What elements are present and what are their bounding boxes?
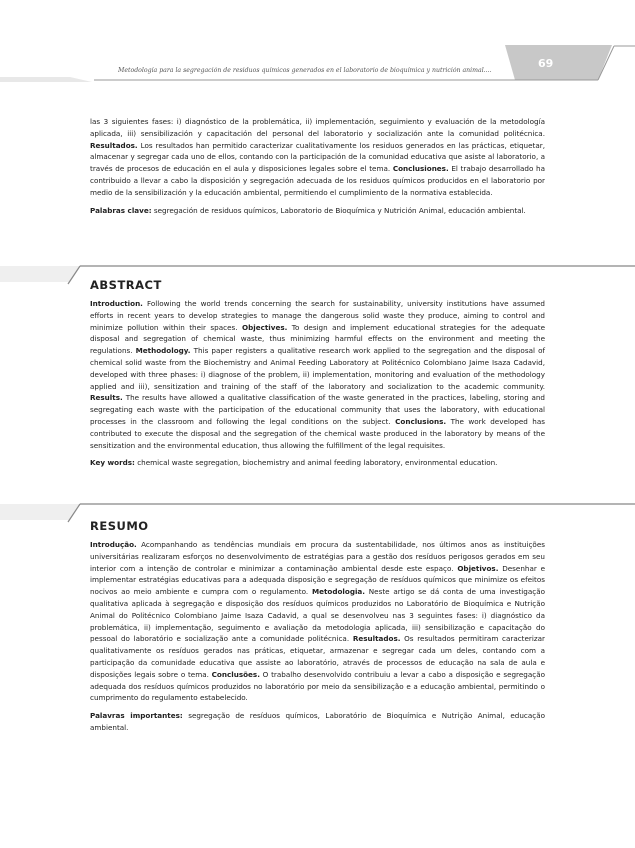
resumo-keywords: Palavras importantes: segregação de resíduos químicos, Laboratório de Bioquímica e Nutrição Animal, educação ambiental. bbox=[90, 711, 545, 732]
abstract-title: ABSTRACT bbox=[90, 278, 162, 292]
page-header-decoration bbox=[0, 0, 635, 110]
spanish-abstract-body bbox=[90, 116, 545, 216]
resumo-title: RESUMO bbox=[90, 519, 149, 533]
abstract-body bbox=[90, 298, 545, 469]
results-label: Resultados. bbox=[90, 140, 138, 150]
spanish-keywords: Palabras clave: segregación de residuos químicos, Laboratorio de Bioquímica y Nutrición Animal, educación ambiental. bbox=[90, 205, 526, 215]
resumo-paragraph: Introdução. Acompanhando as tendências mundiais em procura da sustentabilidade, nos últimos anos as instituições universitárias realizaram esforços no desenvolvimento de estratégias para a gestão dos resíduos perigosos gerados em seu interior com a intenção de controlar e minimizar a contaminação ambiental desde este espaço. Objetivos. Desenhar e implementar estratégias educativas para a adequada disposição e segregação de resíduos químicos que minimize os efeitos nocivos ao meio ambiente e cumpra com o regulamento. Metodologia. Neste artigo se dá conta de uma investigação qualitativa aplicada à segregação e disposição dos resíduos químicos produzidos no Laboratório de Bioquímica e Nutrição Animal do Politécnico Colombiano Jaime Isaza Cadavid, a qual se desenvolveu nas 3 seguintes fases: i) diagnóstico da problemática, ii) implementação, seguimento e avaliação da metodologia aplicada, iii) sensibilização e capacitação do pessoal do laboratório e socialização ante a comunidade politécnica. Resultados. Os resultados permitiram caracterizar qualitativamente os resíduos gerados nas práticas, etiquetar, armazenar e segregar cada um deles, contando com a participação da comunidade educativa que assiste ao laboratório, através de processos de educação na sala de aula e disposições legais sobre o tema. Conclusões. O trabalho desenvolvido contribuiu a levar a cabo a disposição e segregação adequada dos resíduos químicos produzidos no laboratório por meio da sensibilização e a educação ambiental, permitindo o cumprimento do regulamento estabelecido. bbox=[90, 540, 545, 703]
abstract-paragraph: Introduction. Following the world trends concerning the search for sustainability, university institutions have assumed efforts in recent years to develop strategies to manage the dangerous solid waste they produce, aiming to control and minimize pollution within their spaces. Objectives. To design and implement educational strategies for the adequate disposal and segregation of chemical waste, thus minimizing harmful effects on the environment and meeting the regulations. Methodology. This paper registers a qualitative research work applied to the segregation and the disposal of chemical solid waste from the Biochemistry and Animal Feeding Laboratory at Politécnico Colombiano Jaime Isaza Cadavid, developed with three phases: i) diagnose of the problem, ii) implementation, monitoring and evaluation of the methodology applied and iii), sensitization and training of the staff of the laboratory and socialization to the academic community. Results. The results have allowed a qualitative classification of the waste generated in the practices, labeling, storing and segregating each waste with the participation of the educational community that uses the laboratory, with educational processes in the classroom and following the legal conditions on the subject. Conclusions. The work developed has contributed to execute the disposal and the segregation of the chemical waste produced in the laboratory by means of the sensitization and the environmental education, thus allowing the fulfillment of the legal requisites. bbox=[90, 299, 546, 450]
running-head: Metodología para la segregación de residuos químicos generados en el laboratorio de bioquímica y nutrición animal.... bbox=[118, 67, 492, 74]
page-number: 69 bbox=[538, 57, 554, 70]
abstract-keywords: Key words: chemical waste segregation, biochemistry and animal feeding laboratory, environmental education. bbox=[90, 458, 498, 468]
spanish-abstract-paragraph: las 3 siguientes fases: i) diagnóstico de la problemática, ii) implementación, seguimiento y evaluación de la metodología aplicada, iii) sensibilización y capacitación del personal del laboratorio y socialización ante la comunidad politécnica. Resultados. Los resultados han permitido caracterizar cualitativamente los residuos generados en las prácticas, etiquetar, almacenar y segregar cada uno de ellos, contando con la participación de la comunidad educativa que asiste al laboratorio, a través de procesos de educación en el aula y disposiciones legales sobre el tema. Conclusiones. El trabajo desarrollado ha contribuido a llevar a cabo la disposición y segregación adecuada de los residuos químicos producidos en el laboratorio por medio de la sensibilización y la educación ambiental, permitiendo el cumplimiento de la normativa establecida. bbox=[90, 117, 545, 197]
conclusions-label: Conclusiones. bbox=[392, 164, 449, 174]
resumo-body bbox=[90, 539, 545, 734]
